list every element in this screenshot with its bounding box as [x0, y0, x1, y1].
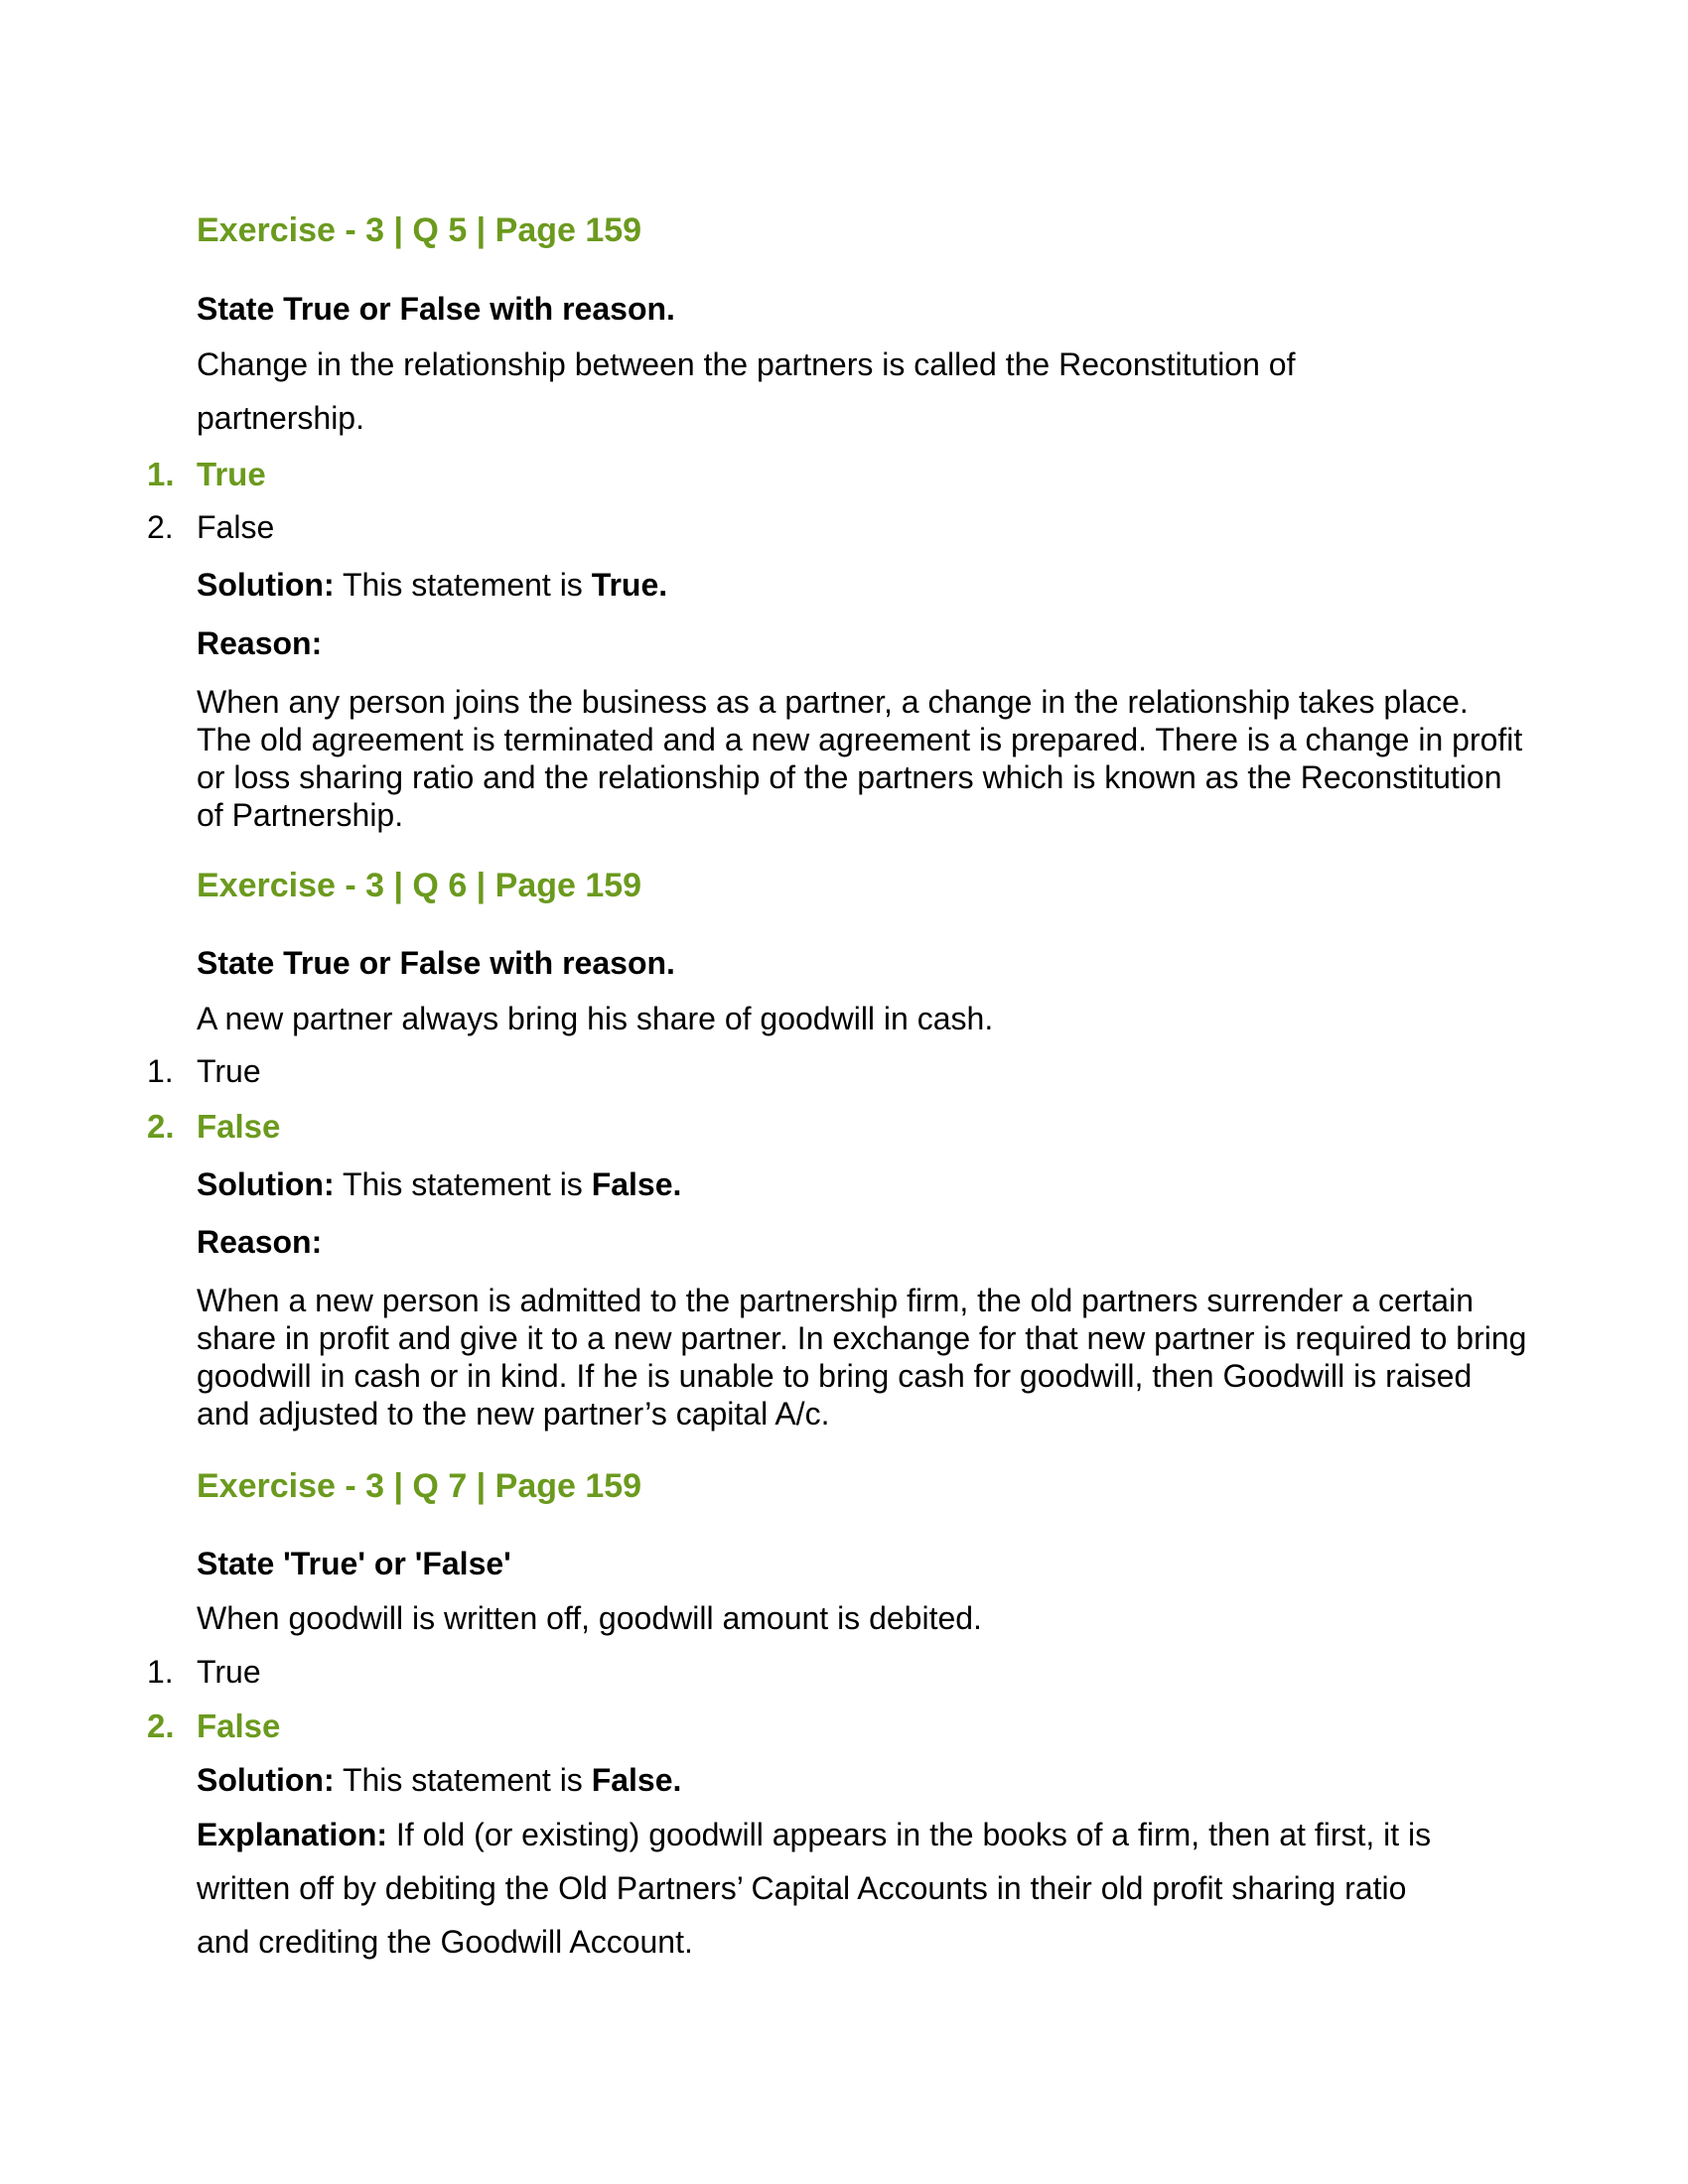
q5-heading: Exercise - 3 | Q 5 | Page 159	[197, 211, 642, 249]
q5-option1-number: 1.	[147, 456, 175, 492]
q5-reason-text: When any person joins the business as a partner, a change in the relationship takes place. The old agreement is terminated and a new agreement is prepared. There is a change in profit or loss sharing ratio and the relationship of the partners which is known as the Reconstitution of Partnership.	[197, 684, 1523, 833]
q6-option1-number: 1.	[147, 1053, 174, 1089]
q6-solution-text: This statement is	[334, 1166, 592, 1202]
q7-explanation-label: Explanation:	[197, 1817, 388, 1852]
q6-statement-line1: A new partner always bring his share of goodwill in cash.	[197, 1001, 994, 1036]
q5-solution-text: This statement is	[334, 567, 592, 603]
q7-explanation-line3: and crediting the Goodwill Account.	[197, 1924, 693, 1960]
q5-reason-label: Reason:	[197, 625, 323, 661]
q7-statement-line1: When goodwill is written off, goodwill amount is debited.	[197, 1600, 982, 1636]
q5-solution-label: Solution:	[197, 567, 335, 603]
q7-solution-text: This statement is	[334, 1762, 592, 1798]
q7-solution-answer: False.	[591, 1762, 682, 1798]
q6-instruction: State True or False with reason.	[197, 945, 675, 981]
q5-solution-answer: True.	[591, 567, 668, 603]
q5-option1-label: True	[197, 456, 266, 492]
q6-option2-number: 2.	[147, 1108, 175, 1145]
q5-statement-line2: partnership.	[197, 400, 364, 436]
q6-solution	[197, 1166, 681, 1203]
q7-solution	[197, 1762, 681, 1799]
q6-reason-text: When a new person is admitted to the partnership firm, the old partners surrender a certain share in profit and give it to a new partner. In exchange for that new partner is required to bring goodwill in cash or in kind. If he is unable to bring cash for goodwill, then Goodwill is raised and adjusted to the new partner’s capital A/c.	[197, 1283, 1527, 1432]
q7-heading: Exercise - 3 | Q 7 | Page 159	[197, 1467, 642, 1505]
q7-option2-label: False	[197, 1707, 281, 1744]
q7-explanation-line2: written off by debiting the Old Partners’ Capital Accounts in their old profit sharing ratio	[197, 1870, 1407, 1906]
q7-option1-label: True	[197, 1654, 261, 1690]
q6-option2-label: False	[197, 1108, 281, 1145]
q5-instruction: State True or False with reason.	[197, 291, 675, 327]
q6-solution-answer: False.	[591, 1166, 682, 1202]
q5-solution	[197, 567, 667, 604]
q5-option2-label: False	[197, 509, 275, 545]
q6-option1-label: True	[197, 1053, 261, 1089]
q7-solution-label: Solution:	[197, 1762, 335, 1798]
q7-explanation-text1: If old (or existing) goodwill appears in the books of a firm, then at first, it is	[387, 1817, 1432, 1852]
q5-option2-number: 2.	[147, 509, 174, 545]
q7-explanation-line1	[197, 1817, 1431, 1853]
q7-option1-number: 1.	[147, 1654, 174, 1690]
q6-heading: Exercise - 3 | Q 6 | Page 159	[197, 867, 642, 904]
q6-solution-label: Solution:	[197, 1166, 335, 1202]
q6-reason-label: Reason:	[197, 1224, 323, 1260]
q7-option2-number: 2.	[147, 1707, 175, 1744]
q7-instruction: State 'True' or 'False'	[197, 1546, 511, 1581]
q5-statement-line1: Change in the relationship between the partners is called the Reconstitution of	[197, 346, 1296, 382]
